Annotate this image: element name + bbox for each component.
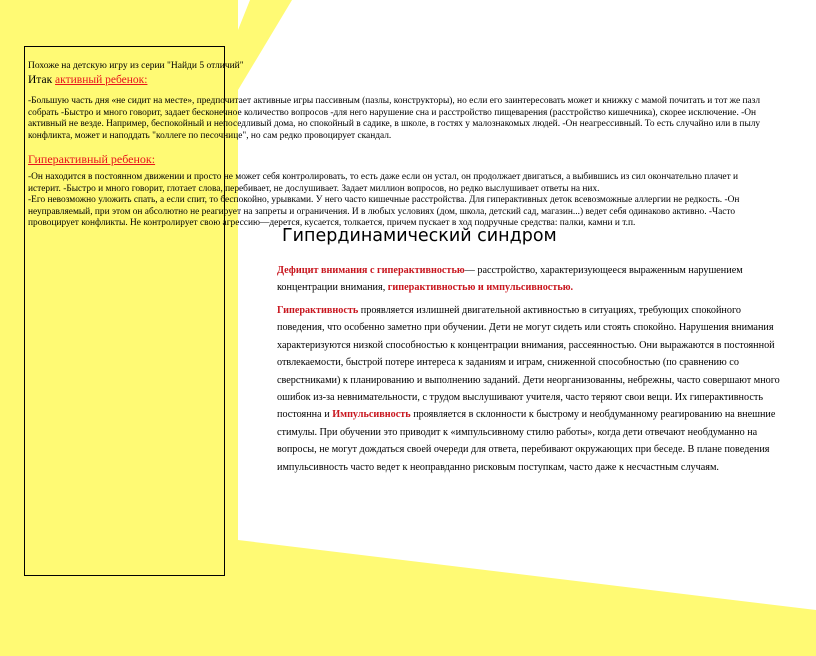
main-paragraph [277,302,791,476]
main-text-2: проявляется в склонности к быстрому и необдуманному реагированию на внешние стимулы. При обучении это приводит к «импульсивному стилю работы», когда дети отвечают необдуманно на вопросы, не могут дождаться своей очереди для ответа, перебивают окружающих при беседе. В плане поведения импульсивность часто ведет к неоправданно рисковым поступкам, часто даже к несчастным случаям. [277,409,776,473]
yellow-corner-wedge [238,0,292,90]
hyperactive-paragraph-2: -Его невозможно уложить спать, а если спит, то беспокойно, урывками. У него часто кишечные расстройства. Для гиперактивных деток всевозможные аллергии не редкость. -Он неуправляемый, при этом он абсолютно не реагирует на запреты и ограничения. И в любых условиях (дом, школа, детский сад, магазин...) ведет себя одинаково активно. -Часто провоцирует конфликты. Не контролирует свою агрессию—дерется, кусается, толкается, причем пускает в ход подручные средства: палки, камни и т.п. [28,195,740,229]
definition-text: — расстройство, характеризующееся выраженным нарушением концентрации внимания, [277,265,743,294]
hyperactive-child-heading[interactable]: Гиперактивный ребенок: [28,152,156,166]
itak-line [28,74,147,86]
main-text-1: проявляется излишней двигательной активностью в ситуациях, требующих спокойного поведения, что особенно заметно при обучении. Дети не могут сидеть или стоять спокойно. Нарушения внимания характеризуются низкой способностью к концентрации внимания, рассеянностью. Они выражаются в постоянной отвлекаемости, быстрой потере интереса к заданиям и играм, сниженной способностью (по сравнению со сверстниками) к планированию и выполнению заданий. Дети неорганизованны, небрежны, часто совершают много ошибок из-за невнимательности, с трудом выслушивают учителя, часто теряют свои вещи. Их гиперактивность постоянна и [277,305,780,421]
definition-term2: гиперактивностью и импульсивностью. [387,282,574,294]
definition-paragraph [277,262,791,297]
active-child-link[interactable]: активный ребенок: [55,74,148,86]
active-child-paragraph: -Большую часть дня «не сидит на месте», предпочитает активные игры пассивным (пазлы, конструкторы), но если его заинтересовать может и книжку с мамой почитать и тот же пазл собрать -Быстро и много говорит, задает бесконечное количество вопросов -для него нарушение сна и расстройство пищеварения (расстройство кишечника), скорее исключение. -Он активный не везде. Например, беспокойный и непоседливый дома, но спокойный в садике, в школе, в гостях у малознакомых людей. -Он неагрессивный. То есть случайно или в пылу конфликта, может и наподдать "коллеге по песочнице", но сам редко провоцирует скандал. [28,96,761,141]
yellow-bottom-wedge [238,540,816,656]
hyperactive-child-paragraph [28,172,768,230]
definition-term: Дефицит внимания с гиперактивностью [277,265,465,276]
section-title: Гипердинамический синдром [282,226,557,246]
hyperactive-paragraph-1: -Он находится в постоянном движении и просто не может себя контролировать, то есть даже если он устал, он продолжает двигаться, а выбившись из сил окончательно плачет и истерит. -Быстро и много говорит, глотает слова, перебивает, не дослушивает. Задает миллион вопросов, но редко выслушивает ответы на них. [28,172,739,194]
term-hyperactivity: Гиперактивность [277,305,359,316]
itak-prefix: Итак [28,74,56,86]
term-impulsivity: Импульсивность [332,409,411,421]
intro-line: Похоже на детскую игру из серии "Найди 5 отличий" [28,61,244,71]
